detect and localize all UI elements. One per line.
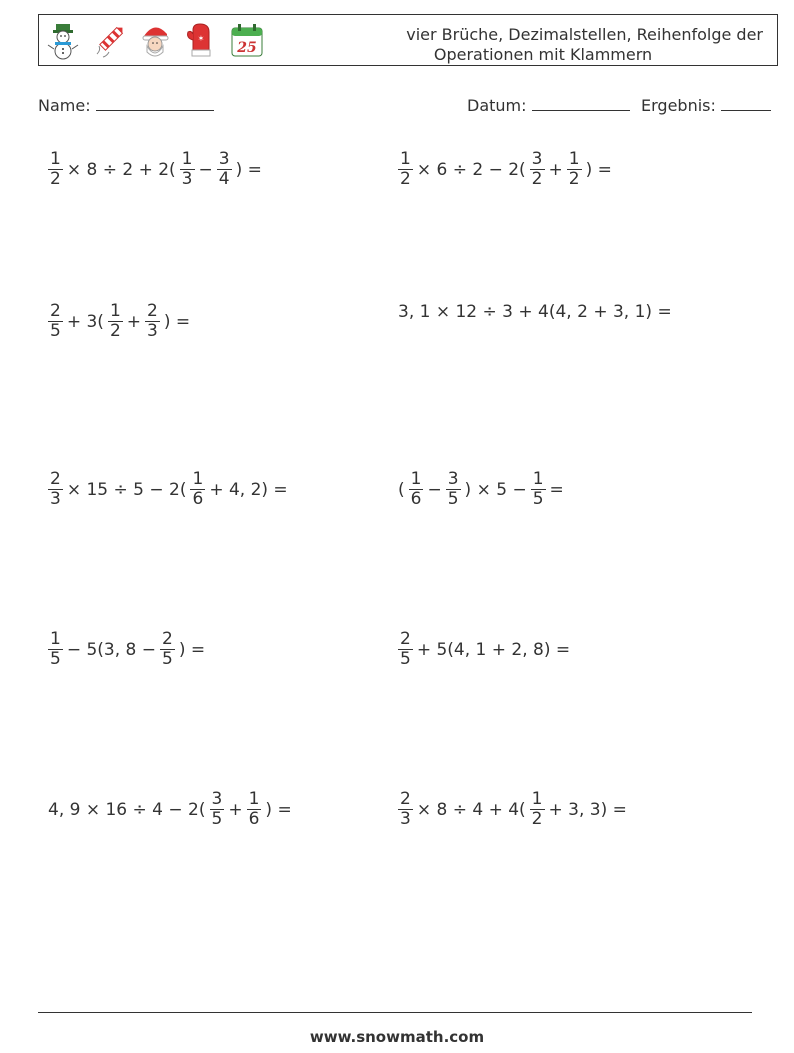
fraction <box>48 150 63 189</box>
expression-text: + 4, 2) = <box>209 479 288 500</box>
icon-row <box>45 21 265 61</box>
numerator: 1 <box>248 789 260 809</box>
firework-rocket-icon <box>91 22 127 60</box>
numerator: 2 <box>162 629 173 649</box>
expression-text: × 6 ÷ 2 − 2( <box>416 159 526 180</box>
numerator: 3 <box>531 149 543 169</box>
fraction <box>108 302 123 341</box>
fraction <box>160 630 175 669</box>
name-label: Name: <box>38 96 91 115</box>
problem-2 <box>396 150 614 189</box>
worksheet-title <box>323 25 763 65</box>
denominator: 5 <box>211 809 223 829</box>
numerator: 3 <box>211 789 223 809</box>
fraction <box>48 630 63 669</box>
mitten-icon <box>183 22 219 60</box>
denominator: 6 <box>192 489 204 509</box>
name-field <box>38 94 214 115</box>
fraction <box>190 470 205 509</box>
problem-8 <box>396 630 572 669</box>
header-box <box>38 14 778 66</box>
expression-text: + <box>548 159 563 180</box>
denominator: 5 <box>400 649 411 669</box>
footer-url: www.snowmath.com <box>309 1028 485 1046</box>
problem-7 <box>46 630 207 669</box>
numerator: 1 <box>109 301 121 321</box>
fraction <box>531 470 546 509</box>
title-line-2: Operationen mit Klammern <box>433 45 653 64</box>
expression-text: ) = <box>265 799 292 820</box>
expression-text: + 3( <box>66 311 104 332</box>
numerator: 1 <box>50 149 61 169</box>
svg-text:✶: ✶ <box>197 34 205 43</box>
numerator: 2 <box>50 469 61 489</box>
expression-text: − <box>198 159 213 180</box>
problem-1 <box>46 150 264 189</box>
fraction <box>530 790 545 829</box>
fraction <box>48 302 63 341</box>
expression-text: = <box>549 479 564 500</box>
expression-text: ( <box>398 479 405 500</box>
expression-text: + 3, 3) = <box>548 799 627 820</box>
expression-text: − 5(3, 8 − <box>66 639 157 660</box>
numerator: 1 <box>531 789 543 809</box>
fraction <box>530 150 545 189</box>
date-field <box>467 94 630 115</box>
fraction <box>398 630 413 669</box>
numerator: 2 <box>400 789 411 809</box>
denominator: 2 <box>568 169 580 189</box>
denominator: 2 <box>531 169 543 189</box>
fraction <box>398 790 413 829</box>
numerator: 1 <box>410 469 422 489</box>
numerator: 1 <box>568 149 580 169</box>
expression-text: ) = <box>235 159 262 180</box>
expression-text: ) = <box>163 311 191 332</box>
expression-text: + 5(4, 1 + 2, 8) = <box>416 639 571 660</box>
expression-text: 4, 9 × 16 ÷ 4 − 2( <box>48 799 206 820</box>
date-label: Datum: <box>467 96 527 115</box>
problem-10 <box>396 790 629 829</box>
denominator: 5 <box>162 649 173 669</box>
date-line[interactable] <box>532 94 630 111</box>
denominator: 3 <box>147 321 158 341</box>
calendar-25-icon <box>229 22 265 60</box>
expression-text: 3, 1 × 12 ÷ 3 + 4(4, 2 + 3, 1) = <box>398 302 672 322</box>
expression-text: − <box>427 479 442 500</box>
denominator: 5 <box>50 321 61 341</box>
denominator: 2 <box>109 321 121 341</box>
expression-text: + <box>228 799 243 820</box>
numerator: 2 <box>400 629 411 649</box>
numerator: 1 <box>181 149 193 169</box>
fraction <box>210 790 225 829</box>
numerator: 3 <box>218 149 230 169</box>
numerator: 1 <box>192 469 204 489</box>
expression-text: ) = <box>178 639 206 660</box>
fraction <box>145 302 160 341</box>
denominator: 3 <box>181 169 193 189</box>
denominator: 3 <box>50 489 61 509</box>
numerator: 1 <box>400 149 411 169</box>
result-field <box>641 94 771 115</box>
problem-6 <box>396 470 566 509</box>
numerator: 2 <box>147 301 158 321</box>
calendar-day: 25 <box>237 40 257 56</box>
expression-text: × 15 ÷ 5 − 2( <box>66 479 187 500</box>
problem-5 <box>46 470 290 509</box>
numerator: 3 <box>447 469 459 489</box>
fraction <box>217 150 232 189</box>
fraction <box>567 150 582 189</box>
denominator: 2 <box>50 169 61 189</box>
fraction <box>446 470 461 509</box>
problem-4 <box>396 302 674 322</box>
denominator: 2 <box>531 809 543 829</box>
footer-divider <box>38 1012 752 1013</box>
result-line[interactable] <box>721 94 771 111</box>
expression-text: ) = <box>585 159 612 180</box>
name-line[interactable] <box>96 94 214 111</box>
denominator: 4 <box>218 169 230 189</box>
denominator: 5 <box>50 649 61 669</box>
expression-text: ) × 5 − <box>464 479 527 500</box>
snowman-icon <box>45 22 81 60</box>
result-label: Ergebnis: <box>641 96 716 115</box>
expression-text: × 8 ÷ 2 + 2( <box>66 159 176 180</box>
denominator: 2 <box>400 169 411 189</box>
title-line-1: vier Brüche, Dezimalstellen, Reihenfolge der <box>406 25 763 44</box>
denominator: 5 <box>447 489 459 509</box>
fraction <box>409 470 424 509</box>
problem-9 <box>46 790 294 829</box>
fraction <box>48 470 63 509</box>
fraction <box>247 790 262 829</box>
denominator: 3 <box>400 809 411 829</box>
denominator: 6 <box>410 489 422 509</box>
numerator: 1 <box>50 629 61 649</box>
numerator: 1 <box>532 469 544 489</box>
denominator: 6 <box>248 809 260 829</box>
numerator: 2 <box>50 301 61 321</box>
santa-icon <box>137 22 173 60</box>
problem-3 <box>46 302 192 341</box>
fraction <box>180 150 195 189</box>
expression-text: × 8 ÷ 4 + 4( <box>416 799 526 820</box>
denominator: 5 <box>532 489 544 509</box>
expression-text: + <box>126 311 142 332</box>
fraction <box>398 150 413 189</box>
